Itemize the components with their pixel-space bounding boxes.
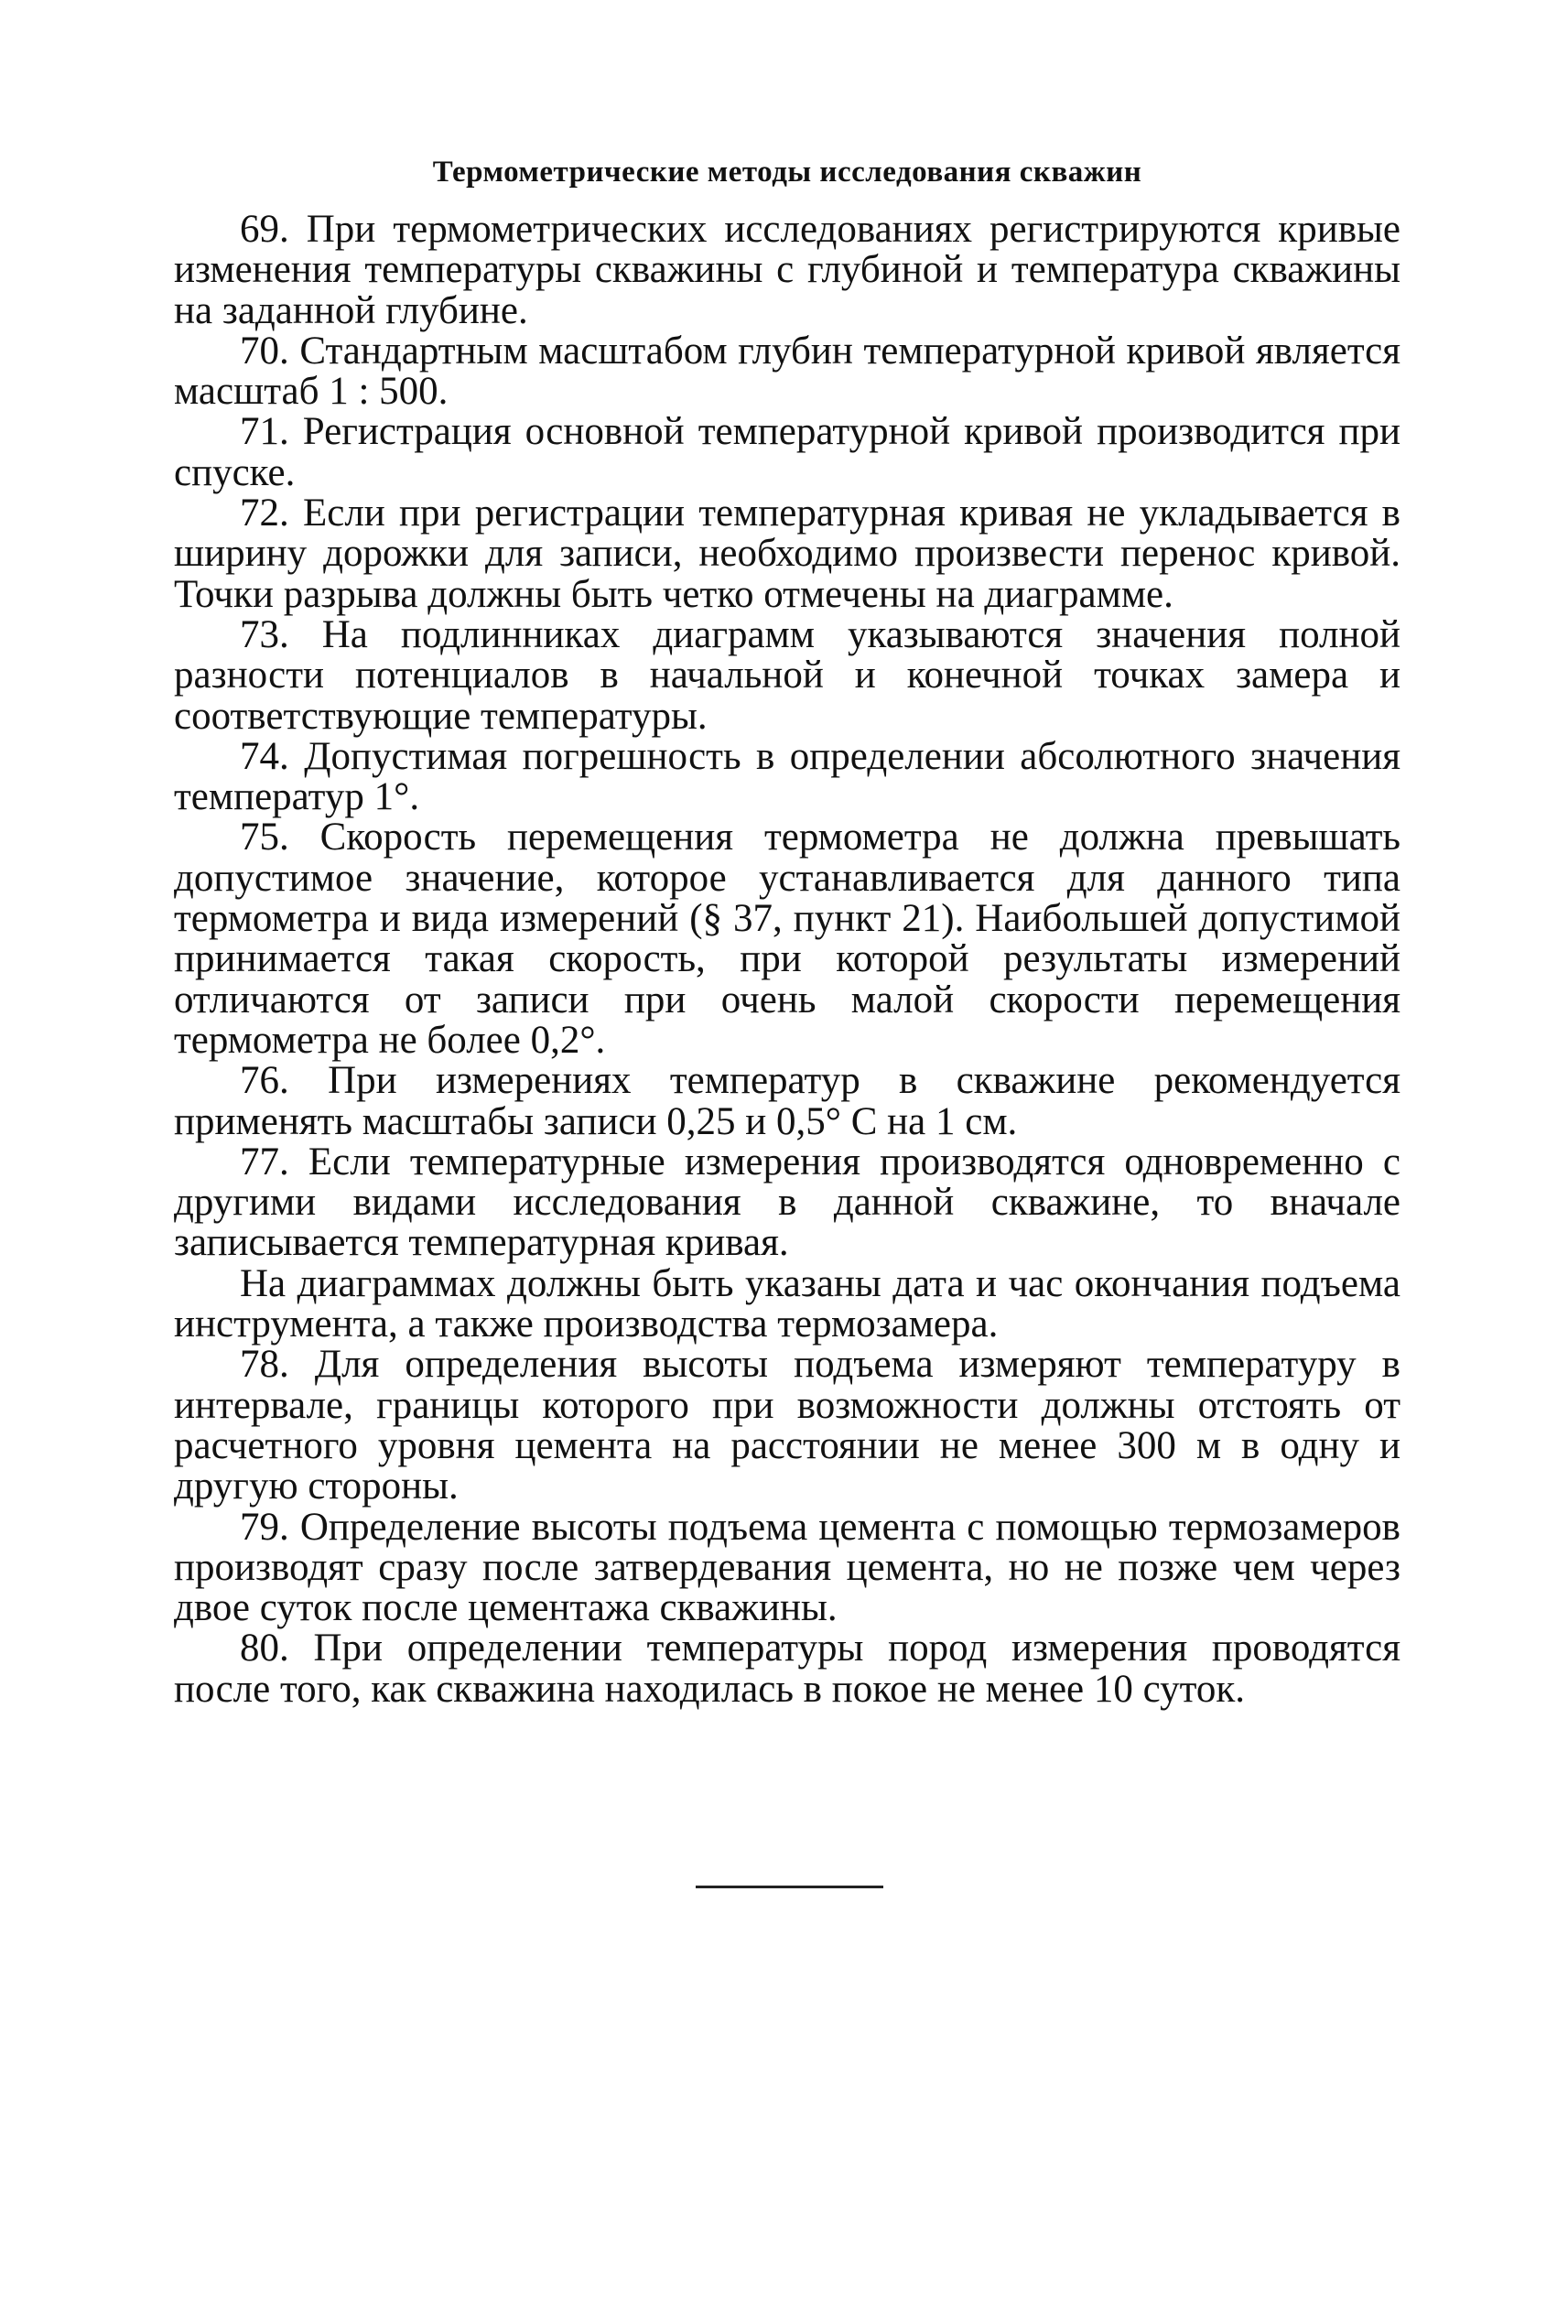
paragraph-74: 74. Допустимая погрешность в определении абсолютного значения температур 1°. (174, 734, 1400, 819)
paragraph-76: 76. При измерениях температур в скважине рекомендуется применять масштабы записи 0,25 и 0,5° С на 1 см. (174, 1059, 1400, 1143)
document-page (174, 156, 1400, 1710)
paragraph-72: 72. Если при регистрации температурная кривая не укладывается в ширину дорожки для записи, необходимо произвести перенос кривой. Точки разрыва должны быть четко отмечены на диаграмме. (174, 492, 1400, 616)
paragraph-69: 69. При термометрических исследованиях регистрируются кривые изменения температуры скважины с глубиной и температура скважины на заданной глубине. (174, 208, 1400, 332)
paragraph-70: 70. Стандартным масштабом глубин температурной кривой является масштаб 1 : 500. (174, 329, 1400, 414)
paragraph-77-note: На диаграммах должны быть указаны дата и час окончания подъема инструмента, а также производства термозамера. (174, 1261, 1400, 1346)
paragraph-73: 73. На подлинниках диаграмм указываются значения полной разности потенциалов в начальной и конечной точках замера и соответствующие температуры. (174, 612, 1400, 738)
paragraph-79: 79. Определение высоты подъема цемента с помощью термозамеров производят сразу после затвердевания цемента, но не позже чем через двое суток после цементажа скважины. (174, 1505, 1400, 1630)
paragraph-80: 80. При определении температуры пород измерения проводятся после того, как скважина находилась в покое не менее 10 суток. (174, 1627, 1400, 1711)
paragraph-75: 75. Скорость перемещения термометра не должна превышать допустимое значение, которое устанавливается для данного типа термометра и вида измерений (§ 37, пункт 21). Наибольшей допустимой принимается такая скорость, при которой результаты измерений отличаются от записи при очень малой скорости перемещения термометра не более 0,2°. (174, 816, 1400, 1062)
section-heading: Термометрические методы исследования скважин (432, 156, 1142, 189)
paragraph-77: 77. Если температурные измерения производятся одновременно с другими видами исследования в данной скважине, то вначале записывается температурная кривая. (174, 1140, 1400, 1265)
paragraph-78: 78. Для определения высоты подъема измеряют температуру в интервале, границы которого при возможности должны отстоять от расчетного уровня цемента на расстоянии не менее 300 м в одну и другую стороны. (174, 1343, 1400, 1508)
end-divider (696, 1886, 883, 1888)
paragraph-71: 71. Регистрация основной температурной кривой производится при спуске. (174, 410, 1400, 494)
